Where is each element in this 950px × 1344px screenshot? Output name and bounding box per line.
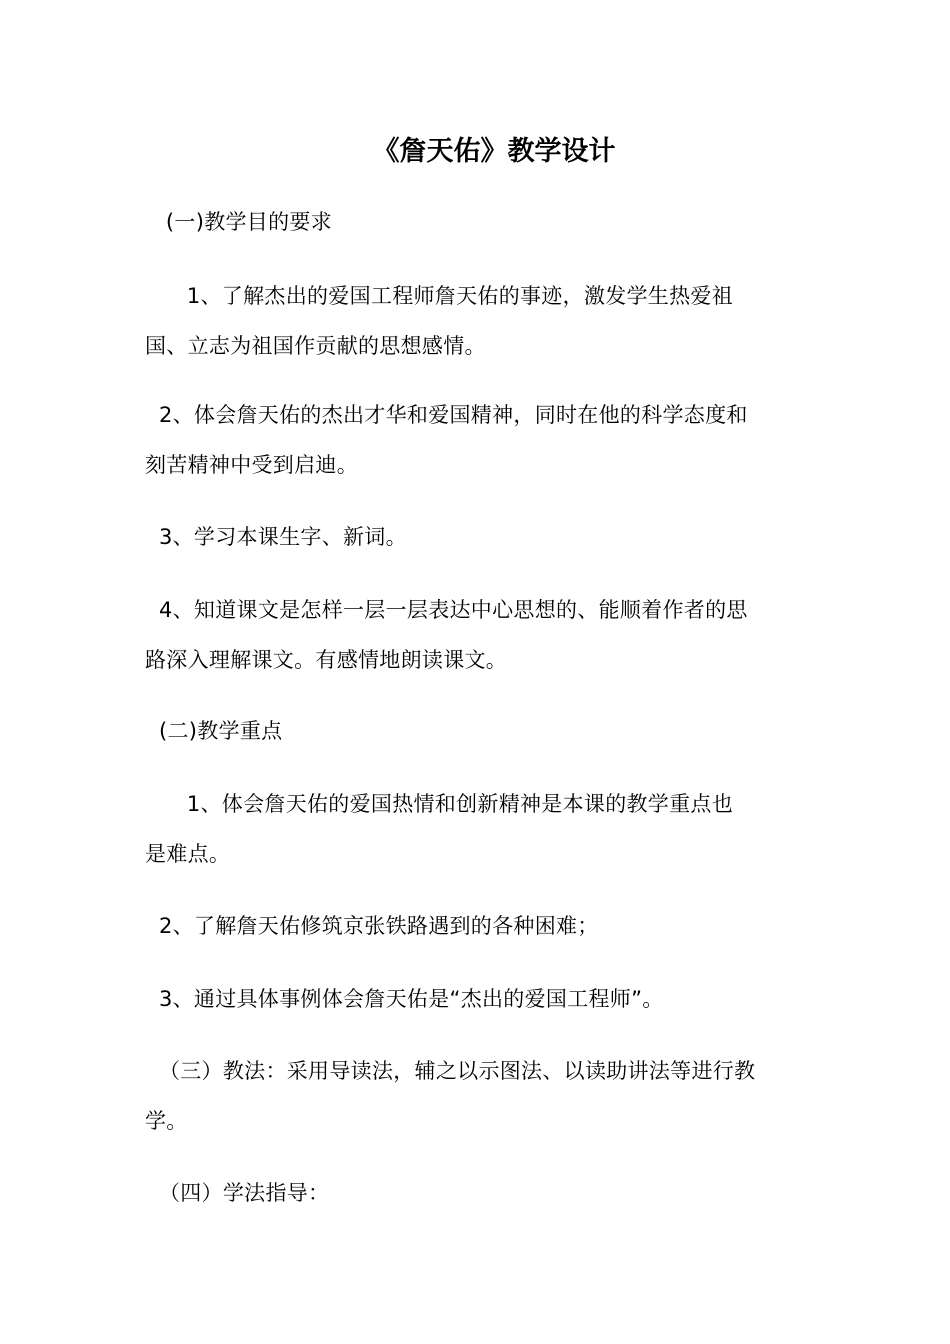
- paragraph-line: (二)教学重点: [145, 719, 283, 743]
- paragraph-line: 刻苦精神中受到启迪。: [145, 453, 358, 477]
- objective-1: [145, 271, 805, 371]
- section-heading-objectives: [145, 197, 805, 247]
- paragraph-line: 1、体会詹天佑的爱国热情和创新精神是本课的教学重点也: [145, 792, 734, 816]
- paragraph-line: (一)教学目的要求: [145, 210, 333, 234]
- paragraph-line: 学。: [145, 1109, 188, 1133]
- key-point-3: [145, 974, 805, 1024]
- paragraph-line: 国、立志为祖国作贡献的思想感情。: [145, 334, 486, 358]
- objective-4: [145, 585, 805, 685]
- paragraph-line: （四）学法指导：: [145, 1181, 330, 1205]
- section-learning-method: [145, 1168, 805, 1218]
- paragraph-line: （三）教法：采用导读法，辅之以示图法、以读助讲法等进行教: [145, 1059, 756, 1083]
- key-point-1: [145, 779, 805, 879]
- document-title: 《詹天佑》教学设计: [372, 136, 616, 167]
- paragraph-line: 2、体会詹天佑的杰出才华和爱国精神，同时在他的科学态度和: [145, 403, 748, 427]
- section-heading-key-points: [145, 706, 805, 756]
- section-teaching-method: [145, 1046, 805, 1146]
- objective-2: [145, 390, 805, 490]
- key-point-2: [145, 901, 805, 951]
- paragraph-line: 3、学习本课生字、新词。: [145, 525, 407, 549]
- paragraph-line: 1、了解杰出的爱国工程师詹天佑的事迹，激发学生热爱祖: [145, 284, 734, 308]
- paragraph-line: 3、通过具体事例体会詹天佑是“杰出的爱国工程师”。: [145, 987, 664, 1011]
- paragraph-line: 4、知道课文是怎样一层一层表达中心思想的、能顺着作者的思: [145, 598, 748, 622]
- paragraph-line: 2、了解詹天佑修筑京张铁路遇到的各种困难；: [145, 914, 599, 938]
- paragraph-line: 是难点。: [145, 842, 231, 866]
- paragraph-line: 路深入理解课文。有感情地朗读课文。: [145, 648, 508, 672]
- objective-3: [145, 512, 805, 562]
